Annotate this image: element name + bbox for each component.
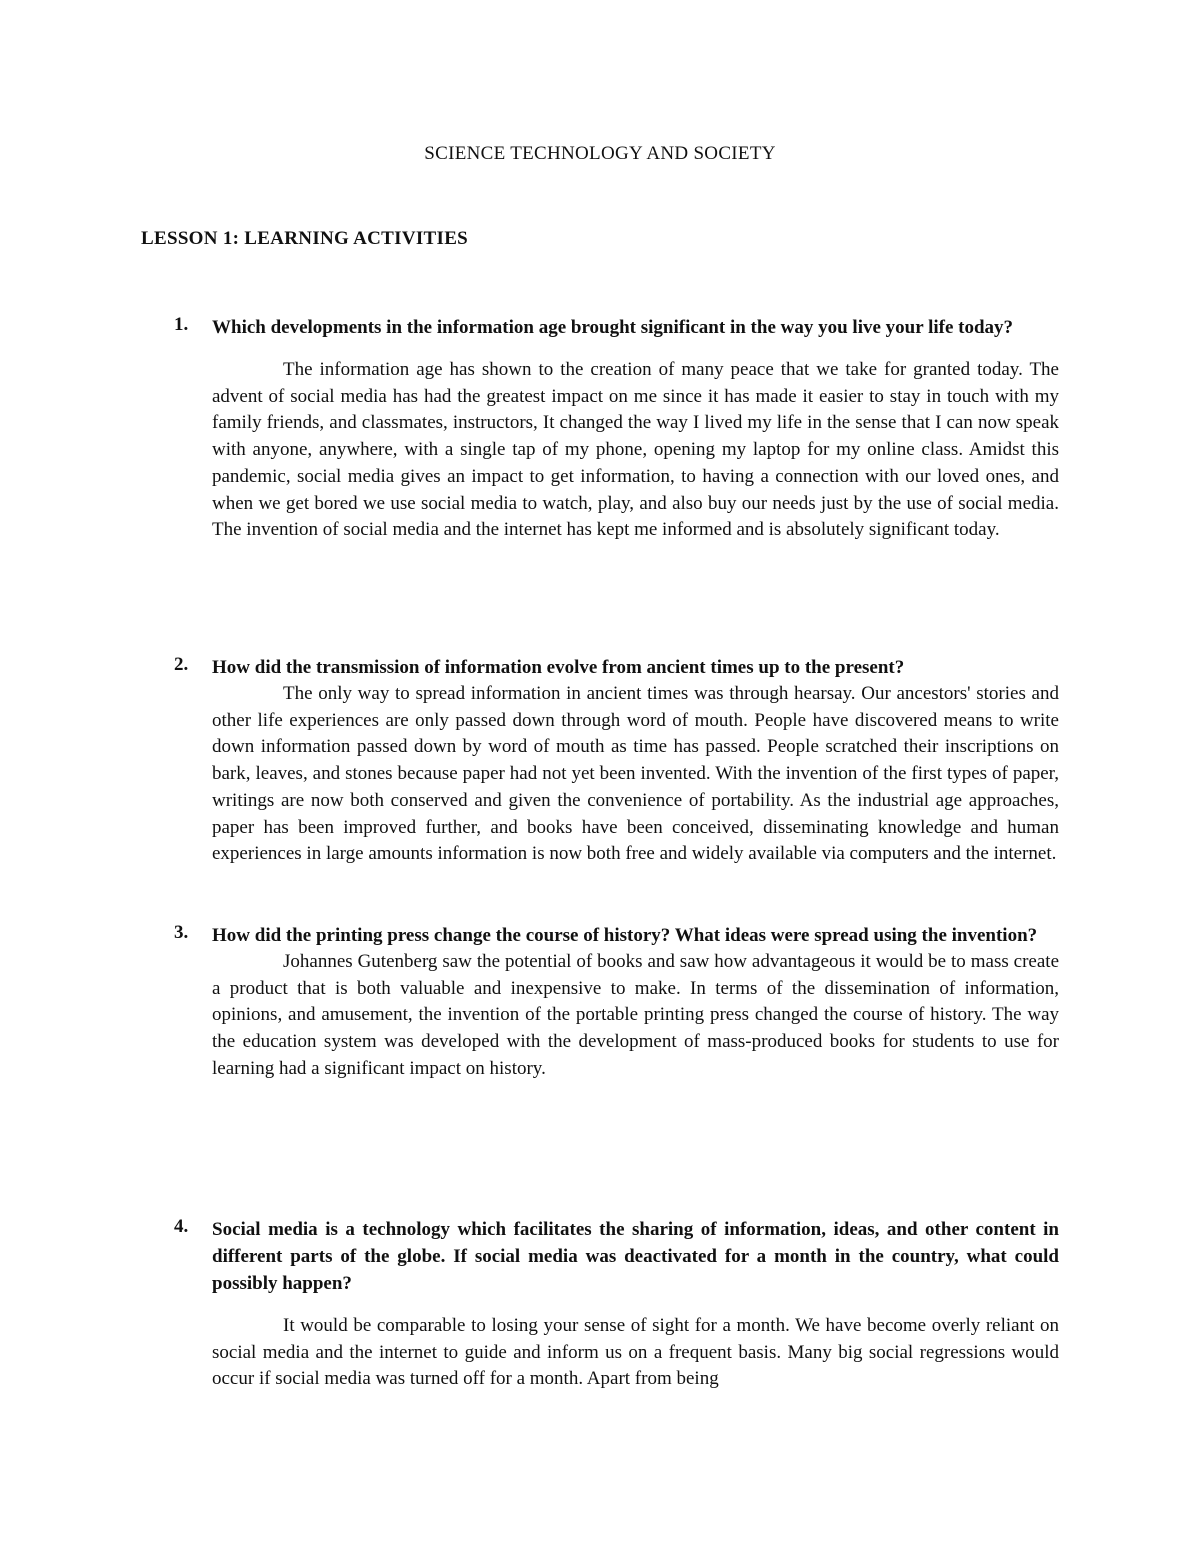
answer-paragraph: It would be comparable to losing your sense of sight for a month. We have become overly reliant on social media and the internet to guide and inform us on a frequent basis. Many big social regressions would occur if social media was turned off for a month. Apart from being [212,1315,1059,1390]
question-item [141,922,1059,1083]
question-item [141,654,1059,868]
answer-paragraph: The information age has shown to the creation of many peace that we take for granted today. The advent of social media has had the greatest impact on me since it has made it easier to stay in touch with my family friends, and classmates, instructors, It changed the way I lived my life in the sense that I can now speak with anyone, anywhere, with a single tap of my phone, opening my laptop for my online class. Amidst this pandemic, social media gives an impact to get information, to having a connection with our loved ones, and when we get bored we use social media to watch, play, and also buy our needs just by the use of social media. The invention of social media and the internet has kept me informed and is absolutely significant today. [212,359,1059,541]
question-text: Which developments in the information age brought significant in the way you live your life today? [212,317,1014,338]
answer-paragraph: The only way to spread information in ancient times was through hearsay. Our ancestors' stories and other life experiences are only passed down through word of mouth. People have discovered means to write down information passed down by word of mouth as time has passed. People scratched their inscriptions on bark, leaves, and stones because paper had not yet been invented. With the invention of the first types of paper, writings are now both conserved and given the convenience of portability. As the industrial age approaches, paper has been improved further, and books have been conceived, disseminating knowledge and human experiences in large amounts information is now both free and widely available via computers and the internet. [212,683,1059,865]
question-number: 3. [174,922,189,943]
question-item [141,314,1059,544]
question-text: Social media is a technology which facilitates the sharing of information, ideas, and other content in different parts of the globe. If social media was deactivated for a month in the country, what could possibly happen? [212,1219,1059,1294]
question-number: 4. [174,1216,189,1237]
question-text: How did the printing press change the course of history? What ideas were spread using the invention? [212,925,1038,946]
question-number: 1. [174,314,189,335]
question-text: How did the transmission of information evolve from ancient times up to the present? [212,657,905,678]
question-item [141,1216,1059,1393]
question-number: 2. [174,654,189,675]
lesson-heading: LESSON 1: LEARNING ACTIVITIES [141,228,469,249]
document-title: SCIENCE TECHNOLOGY AND SOCIETY [424,143,776,164]
answer-paragraph: Johannes Gutenberg saw the potential of books and saw how advantageous it would be to mass create a product that is both valuable and inexpensive to make. In terms of the dissemination of information, opinions, and amusement, the invention of the portable printing press changed the course of history. The way the education system was developed with the development of mass-produced books for students to use for learning had a significant impact on history. [212,951,1059,1079]
